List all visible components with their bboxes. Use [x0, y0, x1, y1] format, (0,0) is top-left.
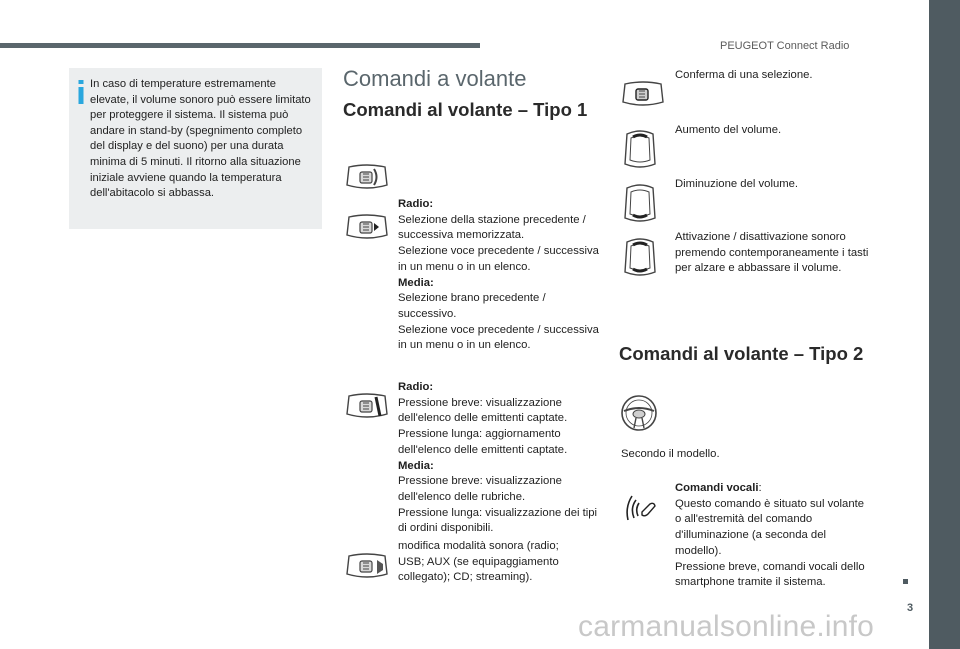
steering-control-rotary-icon [343, 392, 391, 422]
steering-control-confirm-icon [619, 80, 667, 110]
page-number: 3 [907, 602, 914, 614]
steering-control-side-arrows-icon [343, 213, 391, 243]
volume-down-control-icon [619, 180, 661, 226]
steering-control-end-button-icon [343, 552, 391, 582]
desc-volume-down: Diminuzione del volume. [675, 178, 799, 190]
volume-up-control-icon [619, 126, 661, 172]
steering-control-rocker-icon [343, 163, 391, 193]
right-edge-band [929, 0, 960, 649]
type1-title: Comandi al volante – Tipo 1 [343, 99, 588, 120]
running-title: PEUGEOT Connect Radio [720, 40, 850, 52]
desc-mute: Attivazione / disattivazione sonoro premendo contemporaneamente i tasti per alzare e abbassare il volume. [675, 231, 869, 275]
mute-control-icon [619, 234, 661, 280]
desc-type1-item-3: Radio: Pressione breve: visualizzazione dell'elenco delle emittenti captate. Pressione lunga: aggiornamento dell'elenco delle emittenti captate. Media: Pressione breve: visualizzazione dell'elenco delle rubriche. Pressione lunga: visualizzazione dei tipi di ordini disponibili. [398, 381, 598, 535]
info-icon [76, 80, 86, 104]
steering-wheel-icon [619, 393, 659, 433]
voice-command-icon [624, 490, 658, 524]
page-marker [903, 579, 908, 584]
type2-title: Comandi al volante – Tipo 2 [619, 343, 864, 364]
voice-command-desc: Comandi vocali: Questo comando è situato sul volante o all'estremità del comando d'illuminazione (a seconda del modello). Pressione breve, comandi vocali dello smartphone tramite il sistema. [675, 482, 865, 589]
header-rule [0, 43, 480, 48]
desc-confirm: Conferma di una selezione. [675, 69, 813, 81]
desc-type1-item-2: Radio: Selezione della stazione precedente / successiva memorizzata. Selezione voce precedente / successiva in un menu o in un elenco. Media: Selezione brano precedente / successivo. Selezione voce precedente / successiva in un menu o in un elenco. [398, 198, 599, 352]
info-text: In caso di temperature estremamente elevate, il volume sonoro può essere limitato per proteggere il sistema. Il sistema può andare in stand-by (spegnimento completo del display e del suono) per una durata minima di 5 minuti. Il ritorno alla situazione iniziale avviene quando la temperatura dell'abitacolo si abbassa. [90, 78, 311, 200]
desc-volume-up: Aumento del volume. [675, 124, 782, 136]
type2-note: Secondo il modello. [621, 448, 720, 460]
section-title: Comandi a volante [343, 66, 527, 91]
desc-type1-item-4: modifica modalità sonora (radio; USB; AUX (se equipaggiamento collegato); CD; streaming). [398, 540, 559, 584]
watermark: carmanualsonline.info [578, 610, 875, 643]
